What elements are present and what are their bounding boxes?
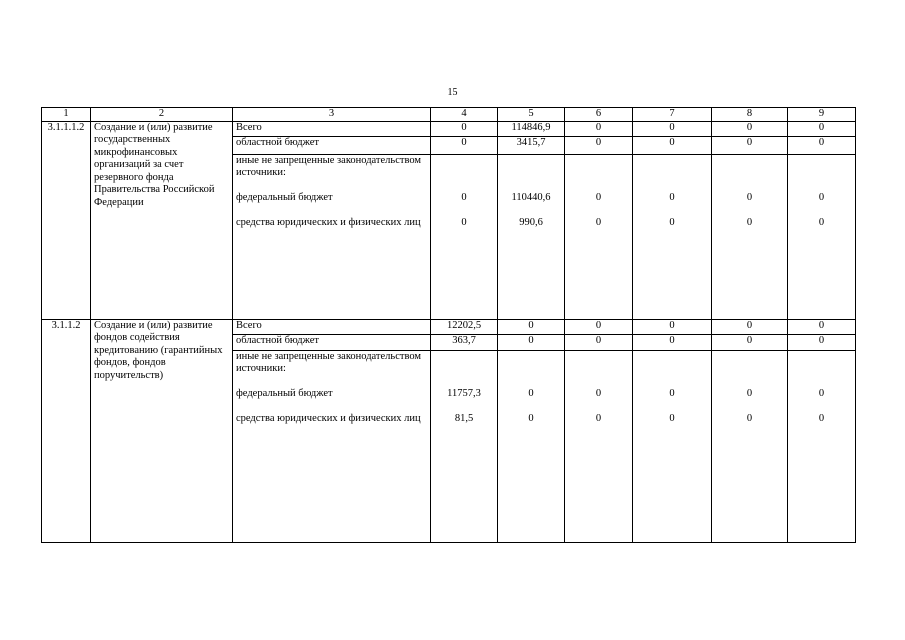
- header-cell: 8: [712, 108, 788, 122]
- section-name: Создание и (или) развитие государственных микрофинансовых организаций за счет резервного фонда Правительства Российской Федерации: [91, 121, 233, 319]
- value-cell: 0: [633, 121, 712, 136]
- value-cell: 0: [633, 319, 712, 334]
- value-cell: 0 0: [788, 154, 856, 319]
- row-label-group: [233, 350, 431, 542]
- value-cell: 0 0: [565, 154, 633, 319]
- value-cell: 0 0: [633, 350, 712, 542]
- legal-label: средства юридических и физических лиц: [236, 216, 421, 228]
- value-cell: 114846,9: [498, 121, 565, 136]
- row-label-group: [233, 154, 431, 319]
- budget-table: [41, 107, 856, 543]
- value-cell: 0 0: [498, 350, 565, 542]
- row-label: Всего: [233, 319, 431, 334]
- header-cell: 1: [42, 108, 91, 122]
- value-cell: 0: [712, 121, 788, 136]
- value-cell: 3415,7: [498, 136, 565, 154]
- row-label: областной бюджет: [233, 136, 431, 154]
- value-cell: 0: [633, 136, 712, 154]
- table-row: [42, 319, 856, 334]
- other-sources-label: иные не запрещенные законодательством источники:: [236, 350, 422, 374]
- legal-label: средства юридических и физических лиц: [236, 412, 421, 424]
- federal-label: федеральный бюджет: [236, 191, 333, 203]
- value-cell: 0 0: [565, 350, 633, 542]
- header-row: [42, 108, 856, 122]
- value-cell: 0 0: [712, 350, 788, 542]
- header-cell: 9: [788, 108, 856, 122]
- section-code: 3.1.1.2: [42, 319, 91, 542]
- header-cell: 6: [565, 108, 633, 122]
- value-cell: 0: [788, 121, 856, 136]
- value-cell: 0: [788, 136, 856, 154]
- page-number: 15: [447, 87, 458, 98]
- value-cell: 11757,3 81,5: [431, 350, 498, 542]
- value-cell: 0 0: [712, 154, 788, 319]
- value-cell: 0: [431, 136, 498, 154]
- value-cell: 0: [788, 319, 856, 334]
- value-cell: 363,7: [431, 334, 498, 350]
- header-cell: 5: [498, 108, 565, 122]
- other-sources-label: иные не запрещенные законодательством источники:: [236, 154, 422, 178]
- section-code: 3.1.1.1.2: [42, 121, 91, 319]
- value-cell: 12202,5: [431, 319, 498, 334]
- header-cell: 2: [91, 108, 233, 122]
- value-cell: 110440,6 990,6: [498, 154, 565, 319]
- value-cell: 0: [565, 121, 633, 136]
- value-cell: 0: [498, 334, 565, 350]
- value-cell: 0 0: [633, 154, 712, 319]
- value-cell: 0: [565, 334, 633, 350]
- federal-label: федеральный бюджет: [236, 387, 333, 399]
- header-cell: 7: [633, 108, 712, 122]
- value-cell: 0: [498, 319, 565, 334]
- header-cell: 3: [233, 108, 431, 122]
- value-cell: 0: [788, 334, 856, 350]
- header-cell: 4: [431, 108, 498, 122]
- row-label: Всего: [233, 121, 431, 136]
- value-cell: 0: [565, 319, 633, 334]
- value-cell: 0: [712, 319, 788, 334]
- value-cell: 0 0: [431, 154, 498, 319]
- value-cell: 0: [565, 136, 633, 154]
- value-cell: 0: [712, 334, 788, 350]
- value-cell: 0: [431, 121, 498, 136]
- table-row: [42, 121, 856, 136]
- value-cell: 0: [633, 334, 712, 350]
- section-name: Создание и (или) развитие фондов содействия кредитованию (гарантийных фондов, фондов поручительств): [91, 319, 233, 542]
- value-cell: 0: [712, 136, 788, 154]
- row-label: областной бюджет: [233, 334, 431, 350]
- value-cell: 0 0: [788, 350, 856, 542]
